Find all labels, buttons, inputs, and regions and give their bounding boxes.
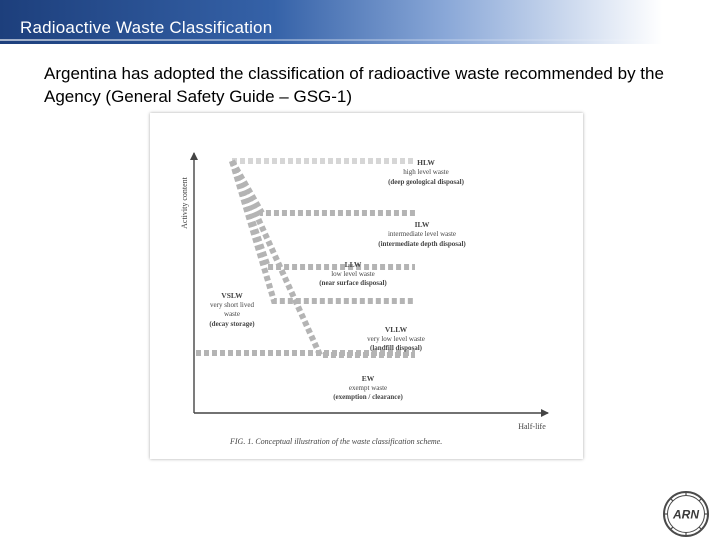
class-ew-disposal: (exemption / clearance) <box>333 393 403 401</box>
class-ilw-abbr: ILW <box>414 220 430 229</box>
class-vllw-name: very low level waste <box>367 335 425 343</box>
classification-figure <box>150 113 583 459</box>
class-llw-abbr: LLW <box>344 260 362 269</box>
x-axis-label: Half-life <box>518 422 546 431</box>
class-vllw-abbr: VLLW <box>384 325 408 334</box>
class-ilw-disposal: (intermediate depth disposal) <box>378 240 466 248</box>
intro-paragraph: Argentina has adopted the classification of radioactive waste recommended by the Agency (General Safety Guide – GSG-1) <box>44 64 664 106</box>
class-ew-name: exempt waste <box>348 384 388 392</box>
class-vslw-line1: very short lived <box>210 301 254 309</box>
class-hlw-disposal: (deep geological disposal) <box>388 178 464 186</box>
class-ilw-name: intermediate level waste <box>387 230 457 238</box>
class-ew-abbr: EW <box>361 374 375 383</box>
y-axis-label: Activity content <box>180 177 189 229</box>
class-hlw-abbr: HLW <box>417 158 435 167</box>
title-bar <box>0 0 720 44</box>
slide-title: Radioactive Waste Classification <box>20 18 273 37</box>
logo-text: ARN <box>673 507 699 522</box>
class-llw-name: low level waste <box>331 270 375 278</box>
class-vslw-abbr: VSLW <box>221 291 243 300</box>
class-vslw-line2: waste <box>224 310 240 318</box>
class-vllw-disposal: (landfill disposal) <box>370 344 422 352</box>
arn-logo <box>662 490 710 538</box>
figure-caption: FIG. 1. Conceptual illustration of the waste classification scheme. <box>230 437 443 446</box>
classification-diagram <box>150 113 583 459</box>
class-llw-disposal: (near surface disposal) <box>319 279 387 287</box>
boundary-hlw-ilw <box>232 161 415 213</box>
class-hlw-name: high level waste <box>403 168 449 176</box>
class-vslw-disposal: (decay storage) <box>209 320 255 328</box>
